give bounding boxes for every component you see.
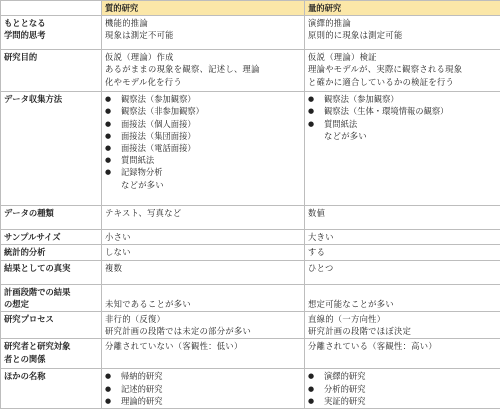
header-qualitative: 質的研究 [102,1,305,16]
bullet-item: ● 記述的研究 [105,383,301,395]
cell-line: 化やモデル化を行う [105,76,301,88]
bullet-item: ● 分析的研究 [308,383,500,395]
row-label [1,312,102,339]
bullet-item: ● 演繹的研究 [308,370,500,382]
row-label-line: ほかの名称 [4,370,98,382]
row-label [1,339,102,369]
header-quantitative: 量的研究 [305,1,500,16]
qualitative-cell [102,50,305,92]
cell-line: あるがままの現象を観察、記述し、理論 [105,63,301,75]
row-philosophy [1,16,500,50]
row-assumption [1,284,500,311]
row-label-line: 統計的分析 [4,246,98,258]
quantitative-cell [305,50,500,92]
cell-line: 演繹的推論 [308,17,500,29]
qualitative-cell [102,260,305,284]
quantitative-cell [305,92,500,206]
quantitative-cell [305,230,500,245]
bullet-item: ● 質問紙法 [308,118,500,130]
row-truth [1,260,500,284]
row-label [1,16,102,50]
bullet-item: ● 観察法（参加観察） [105,93,301,105]
row-label-line: 計画段階での結果 [4,286,98,298]
row-label [1,260,102,284]
qualitative-cell [102,92,305,206]
cell-line: 研究計画の段階では未定の部分が多い [105,325,301,337]
bullet-tail: などが多い [308,130,500,142]
table-body [1,16,500,409]
row-label-line: データの種類 [4,207,98,219]
cell-line: しない [105,246,301,258]
row-label [1,245,102,260]
cell-line: 理論やモデルが、実際に観察される現象 [308,63,500,75]
header-corner [1,1,102,16]
row-label-line: 研究者と研究対象 [4,340,98,352]
row-label-line: 者との関係 [4,353,98,365]
bullet-item: ● 観察法（参加観察） [308,93,500,105]
bullet-item: ● 面接法（電話面接） [105,142,301,154]
row-sample-size [1,230,500,245]
quantitative-cell [305,206,500,230]
cell-line: 複数 [105,262,301,274]
qualitative-cell [102,230,305,245]
row-data-type [1,206,500,230]
bullet-item: ● 面接法（集団面接） [105,130,301,142]
cell-line: 直線的（一方向性） [308,313,500,325]
cell-line: 小さい [105,231,301,243]
cell-line: 機能的推論 [105,17,301,29]
cell-line: 研究計画の段階でほぼ決定 [308,325,500,337]
row-label [1,230,102,245]
row-statistics [1,245,500,260]
bullet-item: ● 観察法（非参加観察） [105,105,301,117]
row-purpose [1,50,500,92]
cell-line: 未知であることが多い [105,298,301,310]
cell-line: ひとつ [308,262,500,274]
row-label [1,206,102,230]
row-label-line: サンプルサイズ [4,231,98,243]
bullet-tail: などが多い [105,179,301,191]
qualitative-cell [102,339,305,369]
quantitative-cell [305,312,500,339]
quantitative-cell [305,284,500,311]
cell-line [308,286,500,298]
bullet-item: ● 帰納的研究 [105,370,301,382]
cell-line: する [308,246,500,258]
quantitative-cell [305,369,500,409]
cell-line: テキスト、写真など [105,207,301,219]
cell-line: 非行的（反復） [105,313,301,325]
quantitative-cell [305,245,500,260]
cell-line: 仮説（理論）作成 [105,51,301,63]
row-process [1,312,500,339]
quantitative-cell [305,16,500,50]
row-label-line: 学問的思考 [4,29,98,41]
row-label [1,369,102,409]
row-relation [1,339,500,369]
bullet-item: ● 面接法（個人面接） [105,118,301,130]
quantitative-cell [305,260,500,284]
cell-line: 現象は測定不可能 [105,29,301,41]
header-row [1,1,500,16]
qualitative-cell [102,206,305,230]
quantitative-cell [305,339,500,369]
row-label-line: データ収集方法 [4,93,98,105]
cell-line: 原則的に現象は測定可能 [308,29,500,41]
row-label-line: 研究プロセス [4,313,98,325]
row-label [1,50,102,92]
row-label [1,92,102,206]
bullet-item: ● 観察法（生体・環境情報の観察） [308,105,500,117]
row-other-names [1,369,500,409]
row-label-line: の想定 [4,298,98,310]
row-label-line: もととなる [4,17,98,29]
qualitative-cell [102,369,305,409]
qualitative-cell [102,16,305,50]
row-label [1,284,102,311]
bullet-item: ● 理論的研究 [105,395,301,407]
bullet-item: ● 実証的研究 [308,395,500,407]
qualitative-cell [102,312,305,339]
cell-line: 仮説（理論）検証 [308,51,500,63]
row-data-collection [1,92,500,206]
cell-line: 分離されていない（客観性：低い） [105,340,301,352]
cell-line: と確かに適合しているかの検証を行う [308,76,500,88]
cell-line: 数値 [308,207,500,219]
row-label-line: 結果としての真実 [4,262,98,274]
cell-line: 分離されている（客観性：高い） [308,340,500,352]
bullet-item: ● 記録物分析 [105,166,301,178]
cell-line: 大きい [308,231,500,243]
cell-line [105,286,301,298]
qualitative-cell [102,284,305,311]
bullet-item: ● 質問紙法 [105,154,301,166]
cell-line: 想定可能なことが多い [308,298,500,310]
qualitative-cell [102,245,305,260]
row-label-line: 研究目的 [4,51,98,63]
